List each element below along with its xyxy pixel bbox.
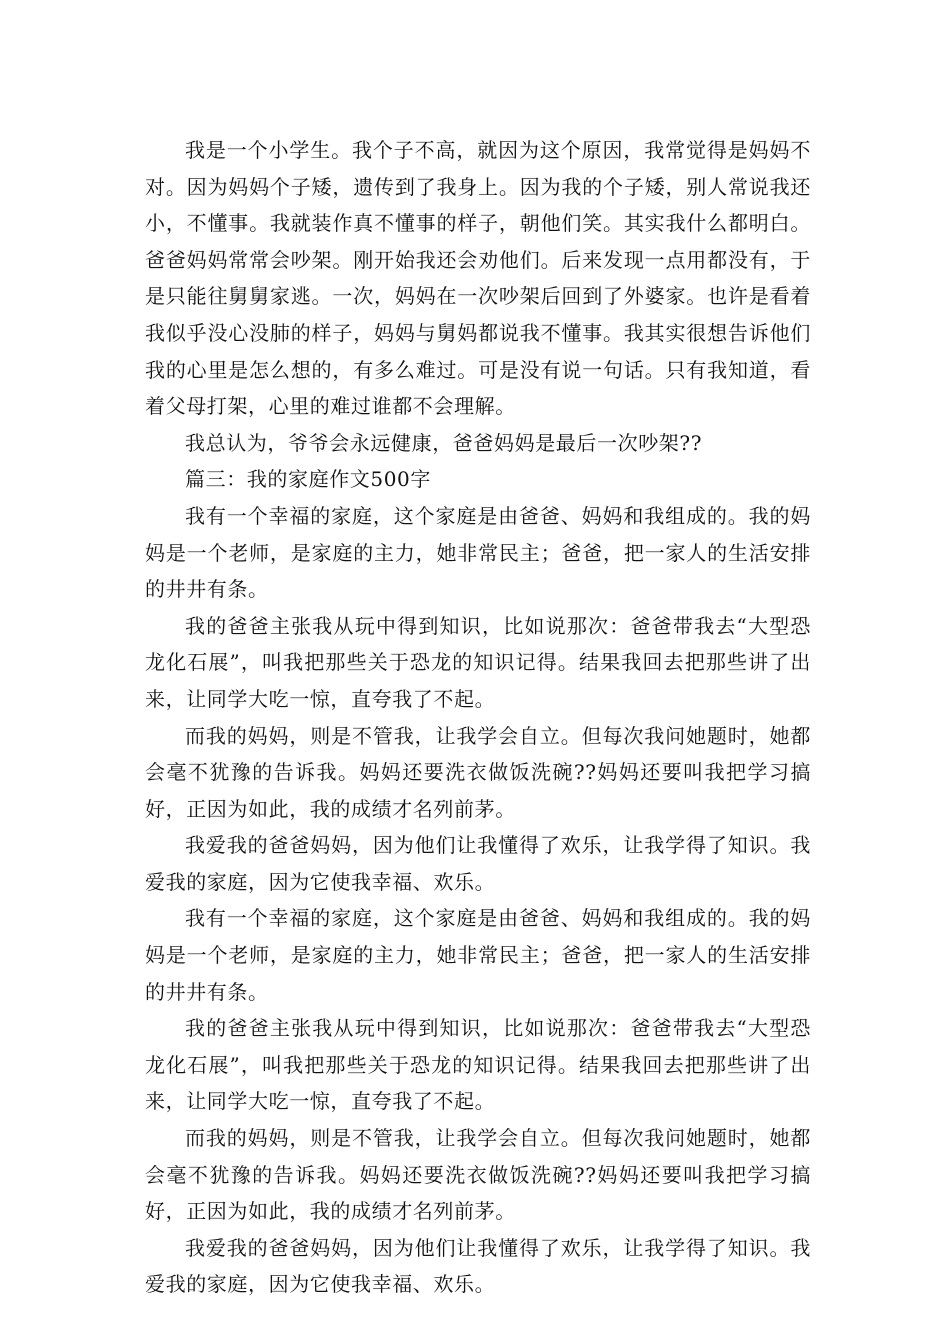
- paragraph-family-intro: 我有一个幸福的家庭，这个家庭是由爸爸、妈妈和我组成的。我的妈妈是一个老师，是家庭的主力，她非常民主；爸爸，把一家人的生活安排的井井有条。: [145, 503, 811, 602]
- paragraph-story-intro: 我是一个小学生。我个子不高，就因为这个原因，我常觉得是妈妈不对。因为妈妈个子矮，遗传到了我身上。因为我的个子矮，别人常说我还小，不懂事。我就装作真不懂事的样子，朝他们笑。其实我什么都明白。爸爸妈妈常常会吵架。刚开始我还会劝他们。后来发现一点用都没有，于是只能往舅舅家逃。一次，妈妈在一次吵架后回到了外婆家。也许是看着我似乎没心没肺的样子，妈妈与舅妈都说我不懂事。我其实很想告诉他们我的心里是怎么想的，有多么难过。可是没有说一句话。只有我知道，看着父母打架，心里的难过谁都不会理解。: [145, 138, 811, 419]
- section-heading: 篇三：我的家庭作文500字: [185, 467, 431, 492]
- document-body: [145, 132, 811, 1303]
- paragraph-conclusion-repeat: 我爱我的爸爸妈妈，因为他们让我懂得了欢乐，让我学得了知识。我爱我的家庭，因为它使我幸福、欢乐。: [145, 1235, 811, 1297]
- paragraph-father-repeat: 我的爸爸主张我从玩中得到知识，比如说那次：爸爸带我去“大型恐龙化石展”，叫我把那些关于恐龙的知识记得。结果我回去把那些讲了出来，让同学大吃一惊，直夸我了不起。: [145, 1016, 811, 1114]
- paragraph-family-intro-repeat: 我有一个幸福的家庭，这个家庭是由爸爸、妈妈和我组成的。我的妈妈是一个老师，是家庭的主力，她非常民主；爸爸，把一家人的生活安排的井井有条。: [145, 906, 811, 1004]
- paragraph-mother: 而我的妈妈，则是不管我，让我学会自立。但每次我问她题时，她都会毫不犹豫的告诉我。妈妈还要洗衣做饭洗碗??妈妈还要叫我把学习搞好，正因为如此，我的成绩才名列前茅。: [145, 723, 811, 821]
- paragraph-story-ending: 我总认为，爷爷会永远健康，爸爸妈妈是最后一次吵架??: [185, 430, 703, 455]
- paragraph-mother-repeat: 而我的妈妈，则是不管我，让我学会自立。但每次我问她题时，她都会毫不犹豫的告诉我。妈妈还要洗衣做饭洗碗??妈妈还要叫我把学习搞好，正因为如此，我的成绩才名列前茅。: [145, 1126, 811, 1224]
- paragraph-conclusion: 我爱我的爸爸妈妈，因为他们让我懂得了欢乐，让我学得了知识。我爱我的家庭，因为它使我幸福、欢乐。: [145, 833, 811, 894]
- paragraph-father: 我的爸爸主张我从玩中得到知识，比如说那次：爸爸带我去“大型恐龙化石展”，叫我把那些关于恐龙的知识记得。结果我回去把那些讲了出来，让同学大吃一惊，直夸我了不起。: [145, 613, 811, 711]
